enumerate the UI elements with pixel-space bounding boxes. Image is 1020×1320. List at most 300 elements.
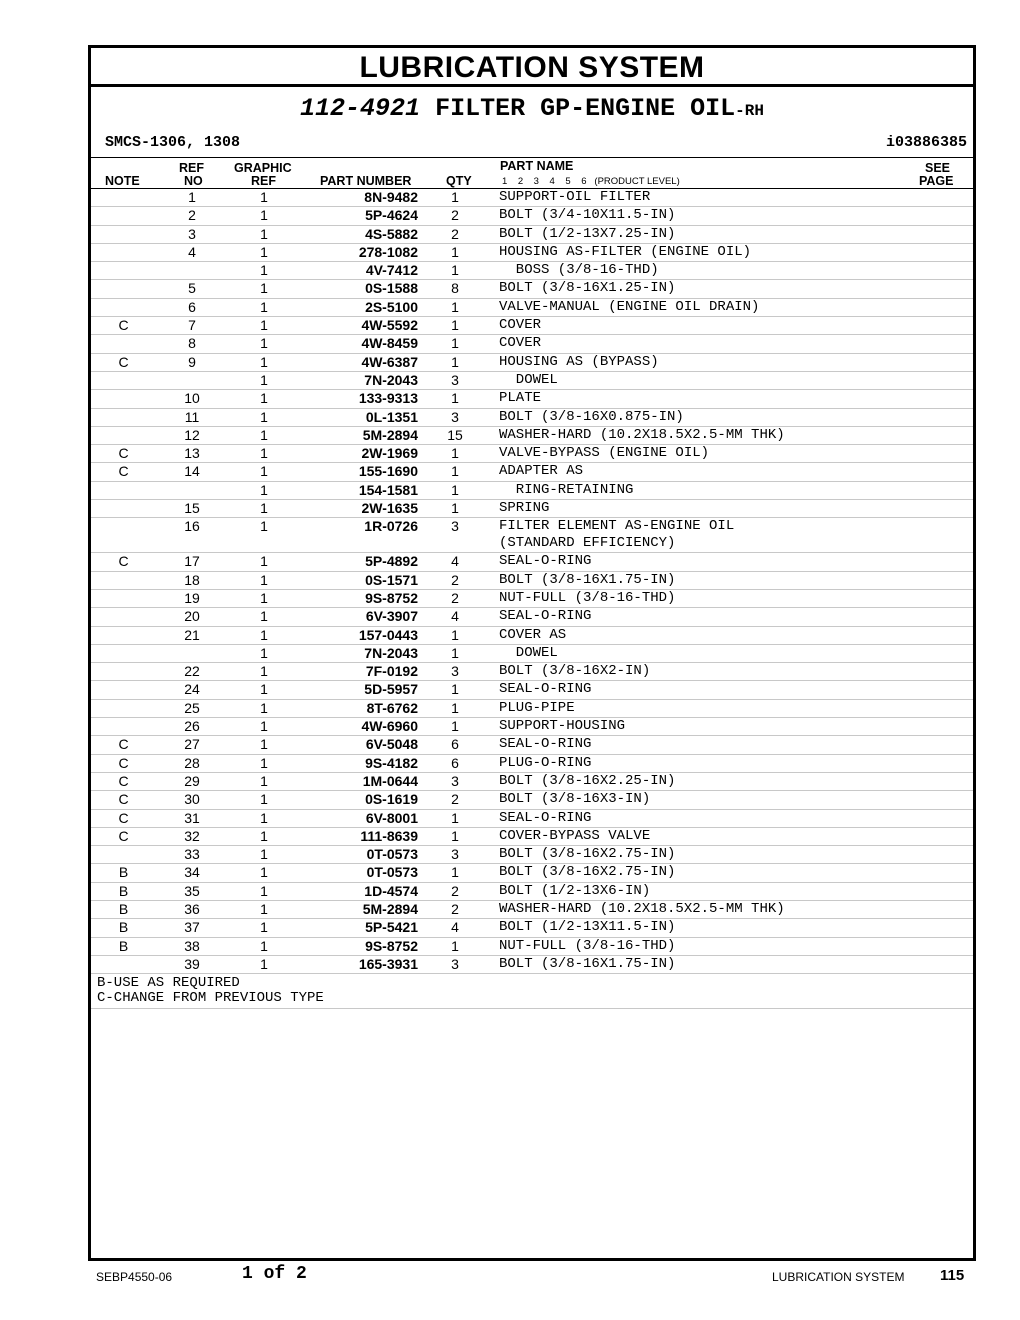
row-part-number[interactable]: 6V-8001 <box>300 809 421 827</box>
row-part-number[interactable]: 9S-4182 <box>300 754 421 772</box>
table-row <box>91 298 973 316</box>
row-graphic-ref: 1 <box>228 736 300 754</box>
row-qty: 3 <box>421 955 489 973</box>
row-note <box>91 500 156 518</box>
col-see-top: SEE <box>925 161 951 175</box>
row-part-name: SEAL-O-RING <box>489 809 973 827</box>
row-part-number[interactable]: 9S-8752 <box>300 937 421 955</box>
row-qty: 1 <box>421 827 489 845</box>
row-part-number[interactable]: 5D-5957 <box>300 681 421 699</box>
row-graphic-ref: 1 <box>228 317 300 335</box>
row-part-name: BOLT (1/2-13X11.5-IN) <box>489 919 973 937</box>
row-part-name: RING-RETAINING <box>489 481 973 499</box>
row-part-name: BOLT (3/8-16X2.25-IN) <box>489 772 973 790</box>
table-row <box>91 500 973 518</box>
row-note <box>91 262 156 280</box>
row-ref-no: 18 <box>156 571 228 589</box>
row-graphic-ref: 1 <box>228 681 300 699</box>
footer-page-number: 115 <box>940 1267 965 1284</box>
row-qty: 8 <box>421 280 489 298</box>
row-note: B <box>91 864 156 882</box>
row-graphic-ref: 1 <box>228 408 300 426</box>
parts-table-body <box>91 189 973 974</box>
row-qty: 1 <box>421 243 489 261</box>
row-note: B <box>91 900 156 918</box>
row-ref-no: 22 <box>156 663 228 681</box>
table-row <box>91 718 973 736</box>
row-part-number[interactable]: 4W-6960 <box>300 718 421 736</box>
row-part-number[interactable]: 6V-5048 <box>300 736 421 754</box>
row-part-name: PLUG-O-RING <box>489 754 973 772</box>
row-qty: 6 <box>421 736 489 754</box>
row-part-name: FILTER ELEMENT AS-ENGINE OIL (STANDARD EFFICIENCY) <box>489 518 973 553</box>
row-ref-no: 7 <box>156 317 228 335</box>
row-part-name: BOLT (3/8-16X1.75-IN) <box>489 571 973 589</box>
row-note: C <box>91 317 156 335</box>
row-part-name: SEAL-O-RING <box>489 681 973 699</box>
row-note <box>91 518 156 553</box>
row-part-name: COVER <box>489 317 973 335</box>
row-note <box>91 243 156 261</box>
row-ref-no: 30 <box>156 791 228 809</box>
row-part-name: DOWEL <box>489 371 973 389</box>
row-part-name: SEAL-O-RING <box>489 608 973 626</box>
row-ref-no <box>156 481 228 499</box>
row-graphic-ref: 1 <box>228 754 300 772</box>
row-ref-no: 21 <box>156 626 228 644</box>
row-qty: 1 <box>421 644 489 662</box>
row-part-name: DOWEL <box>489 644 973 662</box>
row-part-name: SUPPORT-OIL FILTER <box>489 189 973 207</box>
table-header <box>91 158 973 189</box>
row-graphic-ref: 1 <box>228 518 300 553</box>
row-qty: 15 <box>421 426 489 444</box>
row-part-name: NUT-FULL (3/8-16-THD) <box>489 589 973 607</box>
row-ref-no: 25 <box>156 699 228 717</box>
row-ref-no: 14 <box>156 463 228 481</box>
row-part-name: SEAL-O-RING <box>489 736 973 754</box>
table-row <box>91 900 973 918</box>
table-row <box>91 243 973 261</box>
row-qty: 2 <box>421 207 489 225</box>
row-note <box>91 335 156 353</box>
table-row <box>91 353 973 371</box>
table-row <box>91 864 973 882</box>
row-note <box>91 207 156 225</box>
row-qty: 1 <box>421 626 489 644</box>
group-name: FILTER GP-ENGINE OIL <box>435 94 736 123</box>
group-number[interactable]: 112-4921 <box>300 94 421 123</box>
row-ref-no: 12 <box>156 426 228 444</box>
row-note: C <box>91 791 156 809</box>
row-graphic-ref: 1 <box>228 553 300 571</box>
table-row <box>91 518 973 553</box>
row-graphic-ref: 1 <box>228 225 300 243</box>
row-note <box>91 846 156 864</box>
table-row <box>91 699 973 717</box>
row-note: C <box>91 445 156 463</box>
table-row <box>91 445 973 463</box>
row-part-number[interactable]: 8T-6762 <box>300 699 421 717</box>
row-part-number[interactable]: 5P-5421 <box>300 919 421 937</box>
row-part-name: PLUG-PIPE <box>489 699 973 717</box>
row-part-number[interactable]: 1M-0644 <box>300 772 421 790</box>
row-part-number[interactable]: 6V-3907 <box>300 608 421 626</box>
row-part-number[interactable]: 4V-7412 <box>300 262 421 280</box>
row-qty: 1 <box>421 335 489 353</box>
row-part-number[interactable]: 5P-4892 <box>300 553 421 571</box>
row-qty: 1 <box>421 681 489 699</box>
table-row <box>91 571 973 589</box>
row-graphic-ref: 1 <box>228 353 300 371</box>
row-qty: 2 <box>421 791 489 809</box>
row-part-number[interactable]: 8N-9482 <box>300 189 421 207</box>
table-row <box>91 663 973 681</box>
row-qty: 1 <box>421 463 489 481</box>
row-graphic-ref: 1 <box>228 445 300 463</box>
row-graphic-ref: 1 <box>228 937 300 955</box>
row-part-number[interactable]: 5M-2894 <box>300 900 421 918</box>
row-ref-no: 31 <box>156 809 228 827</box>
row-ref-no: 36 <box>156 900 228 918</box>
col-ref-top: REF <box>179 161 204 175</box>
row-part-name: ADAPTER AS <box>489 463 973 481</box>
table-row <box>91 335 973 353</box>
row-part-name: BOLT (3/8-16X3-IN) <box>489 791 973 809</box>
row-note <box>91 681 156 699</box>
row-ref-no: 29 <box>156 772 228 790</box>
row-qty: 2 <box>421 900 489 918</box>
row-qty: 2 <box>421 571 489 589</box>
row-qty: 1 <box>421 718 489 736</box>
row-part-number[interactable]: 5P-4624 <box>300 207 421 225</box>
row-part-name: HOUSING AS-FILTER (ENGINE OIL) <box>489 243 973 261</box>
row-note <box>91 699 156 717</box>
group-title <box>91 87 973 129</box>
row-note: C <box>91 736 156 754</box>
row-note <box>91 571 156 589</box>
footer-page-of: 1 of 2 <box>242 1264 307 1284</box>
row-qty: 3 <box>421 846 489 864</box>
notes-block <box>91 974 973 1009</box>
row-part-number[interactable]: 0S-1571 <box>300 571 421 589</box>
table-row <box>91 280 973 298</box>
table-row <box>91 937 973 955</box>
row-part-number[interactable]: 133-9313 <box>300 390 421 408</box>
row-graphic-ref: 1 <box>228 791 300 809</box>
table-row <box>91 809 973 827</box>
row-ref-no: 17 <box>156 553 228 571</box>
row-qty: 6 <box>421 754 489 772</box>
table-row <box>91 463 973 481</box>
row-part-name: BOLT (3/8-16X2.75-IN) <box>489 846 973 864</box>
table-row <box>91 481 973 499</box>
row-ref-no: 28 <box>156 754 228 772</box>
row-qty: 2 <box>421 589 489 607</box>
row-part-number[interactable]: 7N-2043 <box>300 371 421 389</box>
table-row <box>91 608 973 626</box>
row-graphic-ref: 1 <box>228 481 300 499</box>
row-note <box>91 298 156 316</box>
table-row <box>91 371 973 389</box>
row-part-number[interactable]: 4W-5592 <box>300 317 421 335</box>
row-part-name: SEAL-O-RING <box>489 553 973 571</box>
table-row <box>91 589 973 607</box>
note-c: C-CHANGE FROM PREVIOUS TYPE <box>97 990 324 1007</box>
table-row <box>91 955 973 973</box>
table-row <box>91 791 973 809</box>
row-part-name: BOLT (3/8-16X1.25-IN) <box>489 280 973 298</box>
row-ref-no: 2 <box>156 207 228 225</box>
row-ref-no: 26 <box>156 718 228 736</box>
row-note: B <box>91 882 156 900</box>
row-ref-no: 5 <box>156 280 228 298</box>
row-graphic-ref: 1 <box>228 626 300 644</box>
row-qty: 3 <box>421 408 489 426</box>
col-part-number: PART NUMBER <box>320 174 412 188</box>
row-qty: 4 <box>421 919 489 937</box>
row-part-number[interactable]: 2W-1969 <box>300 445 421 463</box>
row-part-name: COVER <box>489 335 973 353</box>
row-graphic-ref: 1 <box>228 827 300 845</box>
row-qty: 1 <box>421 189 489 207</box>
row-note: C <box>91 827 156 845</box>
row-note: C <box>91 809 156 827</box>
row-ref-no: 39 <box>156 955 228 973</box>
row-part-number[interactable]: 111-8639 <box>300 827 421 845</box>
row-part-name: PLATE <box>489 390 973 408</box>
row-note <box>91 481 156 499</box>
row-graphic-ref: 1 <box>228 809 300 827</box>
table-row <box>91 426 973 444</box>
table-row <box>91 882 973 900</box>
row-graphic-ref: 1 <box>228 243 300 261</box>
row-note <box>91 663 156 681</box>
row-qty: 1 <box>421 864 489 882</box>
row-note: C <box>91 772 156 790</box>
row-part-name: SUPPORT-HOUSING <box>489 718 973 736</box>
row-ref-no <box>156 644 228 662</box>
row-part-name: WASHER-HARD (10.2X18.5X2.5-MM THK) <box>489 900 973 918</box>
row-graphic-ref: 1 <box>228 463 300 481</box>
note-b: B-USE AS REQUIRED <box>97 975 240 992</box>
row-graphic-ref: 1 <box>228 262 300 280</box>
row-graphic-ref: 1 <box>228 335 300 353</box>
row-qty: 1 <box>421 937 489 955</box>
row-part-name: COVER AS <box>489 626 973 644</box>
row-graphic-ref: 1 <box>228 426 300 444</box>
page-footer <box>0 1262 1020 1292</box>
row-part-number[interactable]: 0L-1351 <box>300 408 421 426</box>
row-part-number[interactable]: 2S-5100 <box>300 298 421 316</box>
row-part-name: VALVE-BYPASS (ENGINE OIL) <box>489 445 973 463</box>
row-part-name: BOSS (3/8-16-THD) <box>489 262 973 280</box>
row-note: B <box>91 919 156 937</box>
table-row <box>91 626 973 644</box>
smcs-codes: SMCS-1306, 1308 <box>105 134 241 151</box>
section-title: LUBRICATION SYSTEM <box>91 48 973 87</box>
row-graphic-ref: 1 <box>228 864 300 882</box>
row-note <box>91 371 156 389</box>
row-qty: 3 <box>421 772 489 790</box>
row-part-name: NUT-FULL (3/8-16-THD) <box>489 937 973 955</box>
row-ref-no: 33 <box>156 846 228 864</box>
table-row <box>91 754 973 772</box>
row-ref-no: 34 <box>156 864 228 882</box>
smcs-line <box>91 129 973 158</box>
table-row <box>91 736 973 754</box>
illustration-id: i03886385 <box>885 134 967 151</box>
row-part-name: COVER-BYPASS VALVE <box>489 827 973 845</box>
row-qty: 1 <box>421 353 489 371</box>
row-note: C <box>91 463 156 481</box>
row-note: C <box>91 353 156 371</box>
row-part-number[interactable]: 4S-5882 <box>300 225 421 243</box>
row-qty: 1 <box>421 481 489 499</box>
row-part-number[interactable]: 278-1082 <box>300 243 421 261</box>
row-ref-no: 6 <box>156 298 228 316</box>
table-row <box>91 827 973 845</box>
row-qty: 1 <box>421 390 489 408</box>
row-part-name: BOLT (3/8-16X1.75-IN) <box>489 955 973 973</box>
row-graphic-ref: 1 <box>228 699 300 717</box>
row-part-number[interactable]: 165-3931 <box>300 955 421 973</box>
row-ref-no: 3 <box>156 225 228 243</box>
row-note <box>91 644 156 662</box>
row-note: C <box>91 553 156 571</box>
row-graphic-ref: 1 <box>228 663 300 681</box>
row-note <box>91 189 156 207</box>
row-qty: 1 <box>421 699 489 717</box>
row-ref-no: 35 <box>156 882 228 900</box>
row-part-number[interactable]: 0T-0573 <box>300 846 421 864</box>
row-part-name: VALVE-MANUAL (ENGINE OIL DRAIN) <box>489 298 973 316</box>
table-row <box>91 919 973 937</box>
row-ref-no: 20 <box>156 608 228 626</box>
row-part-name: BOLT (3/8-16X2.75-IN) <box>489 864 973 882</box>
row-part-number[interactable]: 2W-1635 <box>300 500 421 518</box>
row-part-number[interactable]: 0S-1588 <box>300 280 421 298</box>
row-part-name: BOLT (1/2-13X7.25-IN) <box>489 225 973 243</box>
row-graphic-ref: 1 <box>228 772 300 790</box>
footer-section: LUBRICATION SYSTEM <box>772 1270 905 1284</box>
row-graphic-ref: 1 <box>228 390 300 408</box>
row-graphic-ref: 1 <box>228 955 300 973</box>
row-ref-no: 32 <box>156 827 228 845</box>
row-qty: 2 <box>421 882 489 900</box>
row-graphic-ref: 1 <box>228 189 300 207</box>
row-ref-no: 1 <box>156 189 228 207</box>
row-part-number[interactable]: 0T-0573 <box>300 864 421 882</box>
table-row <box>91 553 973 571</box>
table-row <box>91 189 973 207</box>
row-part-name: HOUSING AS (BYPASS) <box>489 353 973 371</box>
row-ref-no: 24 <box>156 681 228 699</box>
row-ref-no: 37 <box>156 919 228 937</box>
col-see-bottom: PAGE <box>919 174 954 188</box>
row-qty: 3 <box>421 663 489 681</box>
row-note <box>91 225 156 243</box>
row-qty: 4 <box>421 608 489 626</box>
row-graphic-ref: 1 <box>228 900 300 918</box>
parts-list-frame <box>88 45 976 1261</box>
row-ref-no: 13 <box>156 445 228 463</box>
table-row <box>91 390 973 408</box>
row-part-number[interactable]: 157-0443 <box>300 626 421 644</box>
row-note: C <box>91 754 156 772</box>
row-ref-no: 4 <box>156 243 228 261</box>
table-row <box>91 644 973 662</box>
row-graphic-ref: 1 <box>228 718 300 736</box>
row-part-number[interactable]: 4W-8459 <box>300 335 421 353</box>
col-ref-bottom: NO <box>184 174 203 188</box>
col-note: NOTE <box>105 174 140 188</box>
row-ref-no: 9 <box>156 353 228 371</box>
row-note <box>91 390 156 408</box>
row-ref-no: 27 <box>156 736 228 754</box>
row-part-number[interactable]: 154-1581 <box>300 481 421 499</box>
row-graphic-ref: 1 <box>228 500 300 518</box>
row-ref-no <box>156 262 228 280</box>
row-part-number[interactable]: 1R-0726 <box>300 518 421 553</box>
col-graphic-bottom: REF <box>251 174 276 188</box>
row-part-number[interactable]: 7F-0192 <box>300 663 421 681</box>
row-note <box>91 280 156 298</box>
row-note: B <box>91 937 156 955</box>
row-qty: 1 <box>421 298 489 316</box>
col-qty: QTY <box>446 174 472 188</box>
row-part-number[interactable]: 9S-8752 <box>300 589 421 607</box>
table-row <box>91 681 973 699</box>
row-part-number[interactable]: 5M-2894 <box>300 426 421 444</box>
table-row <box>91 207 973 225</box>
row-part-number[interactable]: 7N-2043 <box>300 644 421 662</box>
group-suffix: -RH <box>735 102 764 120</box>
parts-table <box>91 189 973 974</box>
row-part-name: BOLT (3/8-16X2-IN) <box>489 663 973 681</box>
row-qty: 1 <box>421 317 489 335</box>
table-row <box>91 225 973 243</box>
row-graphic-ref: 1 <box>228 644 300 662</box>
table-row <box>91 317 973 335</box>
row-part-number[interactable]: 155-1690 <box>300 463 421 481</box>
row-qty: 4 <box>421 553 489 571</box>
row-qty: 2 <box>421 225 489 243</box>
row-qty: 1 <box>421 262 489 280</box>
row-graphic-ref: 1 <box>228 298 300 316</box>
row-ref-no: 8 <box>156 335 228 353</box>
row-note <box>91 608 156 626</box>
row-note <box>91 718 156 736</box>
row-graphic-ref: 1 <box>228 919 300 937</box>
row-ref-no: 10 <box>156 390 228 408</box>
table-row <box>91 846 973 864</box>
row-qty: 3 <box>421 371 489 389</box>
row-note <box>91 626 156 644</box>
row-ref-no: 15 <box>156 500 228 518</box>
row-note <box>91 589 156 607</box>
row-part-name: SPRING <box>489 500 973 518</box>
table-row <box>91 772 973 790</box>
row-part-number[interactable]: 1D-4574 <box>300 882 421 900</box>
row-graphic-ref: 1 <box>228 207 300 225</box>
row-graphic-ref: 1 <box>228 280 300 298</box>
col-graphic-top: GRAPHIC <box>234 161 292 175</box>
row-part-number[interactable]: 4W-6387 <box>300 353 421 371</box>
row-graphic-ref: 1 <box>228 571 300 589</box>
row-qty: 1 <box>421 809 489 827</box>
row-part-number[interactable]: 0S-1619 <box>300 791 421 809</box>
